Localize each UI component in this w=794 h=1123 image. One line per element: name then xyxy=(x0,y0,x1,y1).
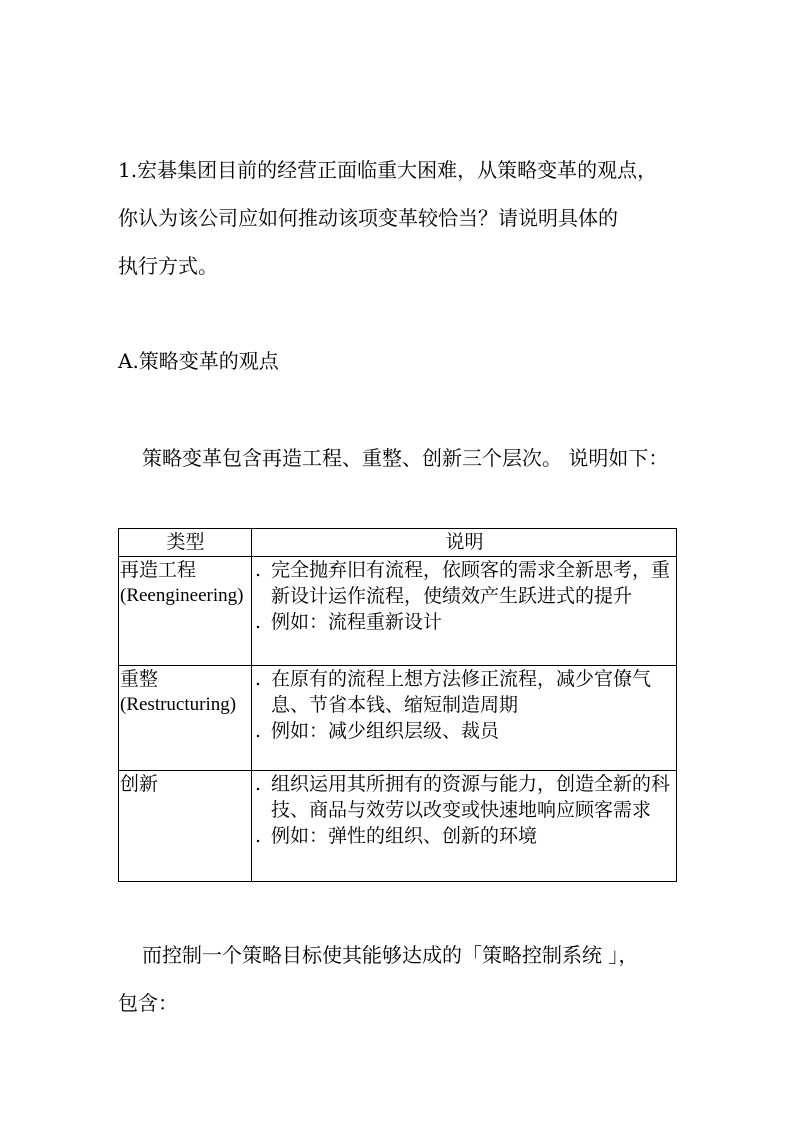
type-name: 重整 xyxy=(120,668,159,690)
description-item xyxy=(253,718,676,744)
bullet: . xyxy=(255,720,262,742)
description-text: 完全抛弃旧有流程，依顾客的需求全新思考，重新设计运作流程，使绩效产生跃进式的提升 xyxy=(271,559,671,607)
description-text: 例如：弹性的组织、创新的环境 xyxy=(271,825,538,847)
question-line-1: 1.宏碁集团目前的经营正面临重大困难，从策略变革的观点， xyxy=(118,158,658,182)
description-text: 例如：流程重新设计 xyxy=(271,611,443,633)
header-description: 说明 xyxy=(252,529,677,557)
bullet: . xyxy=(255,611,262,633)
question-line-3: 执行方式。 xyxy=(118,254,218,278)
type-cell xyxy=(119,666,252,771)
type-name: 创新 xyxy=(120,773,159,795)
description-item xyxy=(253,823,676,849)
closing-line-1: 而控制一个策略目标使其能够达成的「策略控制系统 」， xyxy=(142,943,639,967)
description-cell xyxy=(252,557,677,666)
description-cell xyxy=(252,771,677,882)
section-heading: A.策略变革的观点 xyxy=(118,349,279,373)
type-english: (Restructuring) xyxy=(120,694,237,715)
bullet: . xyxy=(255,773,262,795)
description-text: 组织运用其所拥有的资源与能力，创造全新的科技、商品与效劳以改变或快速地响应顾客需求 xyxy=(271,773,671,821)
type-cell xyxy=(119,771,252,882)
table-header-row xyxy=(119,529,677,557)
section-intro: 策略变革包含再造工程、重整、创新三个层次。 说明如下： xyxy=(142,446,669,470)
table-row xyxy=(119,557,677,666)
description-item xyxy=(253,557,676,609)
description-item xyxy=(253,771,676,823)
closing-line-2: 包含： xyxy=(118,991,178,1015)
type-name: 再造工程 xyxy=(120,559,197,581)
bullet: . xyxy=(255,825,262,847)
description-text: 在原有的流程上想方法修正流程，减少官僚气息、节省本钱、缩短制造周期 xyxy=(271,668,652,716)
type-cell xyxy=(119,557,252,666)
question-line-2: 你认为该公司应如何推动该项变革较恰当？请说明具体的 xyxy=(118,206,618,230)
description-cell xyxy=(252,666,677,771)
description-item xyxy=(253,666,676,718)
description-text: 例如：减少组织层级、裁员 xyxy=(271,720,500,742)
bullet: . xyxy=(255,668,262,690)
description-item xyxy=(253,609,676,635)
bullet: . xyxy=(255,559,262,581)
strategy-change-table xyxy=(118,528,677,882)
header-type: 类型 xyxy=(119,529,252,557)
type-english: (Reengineering) xyxy=(120,585,244,606)
table-row xyxy=(119,666,677,771)
table-row xyxy=(119,771,677,882)
